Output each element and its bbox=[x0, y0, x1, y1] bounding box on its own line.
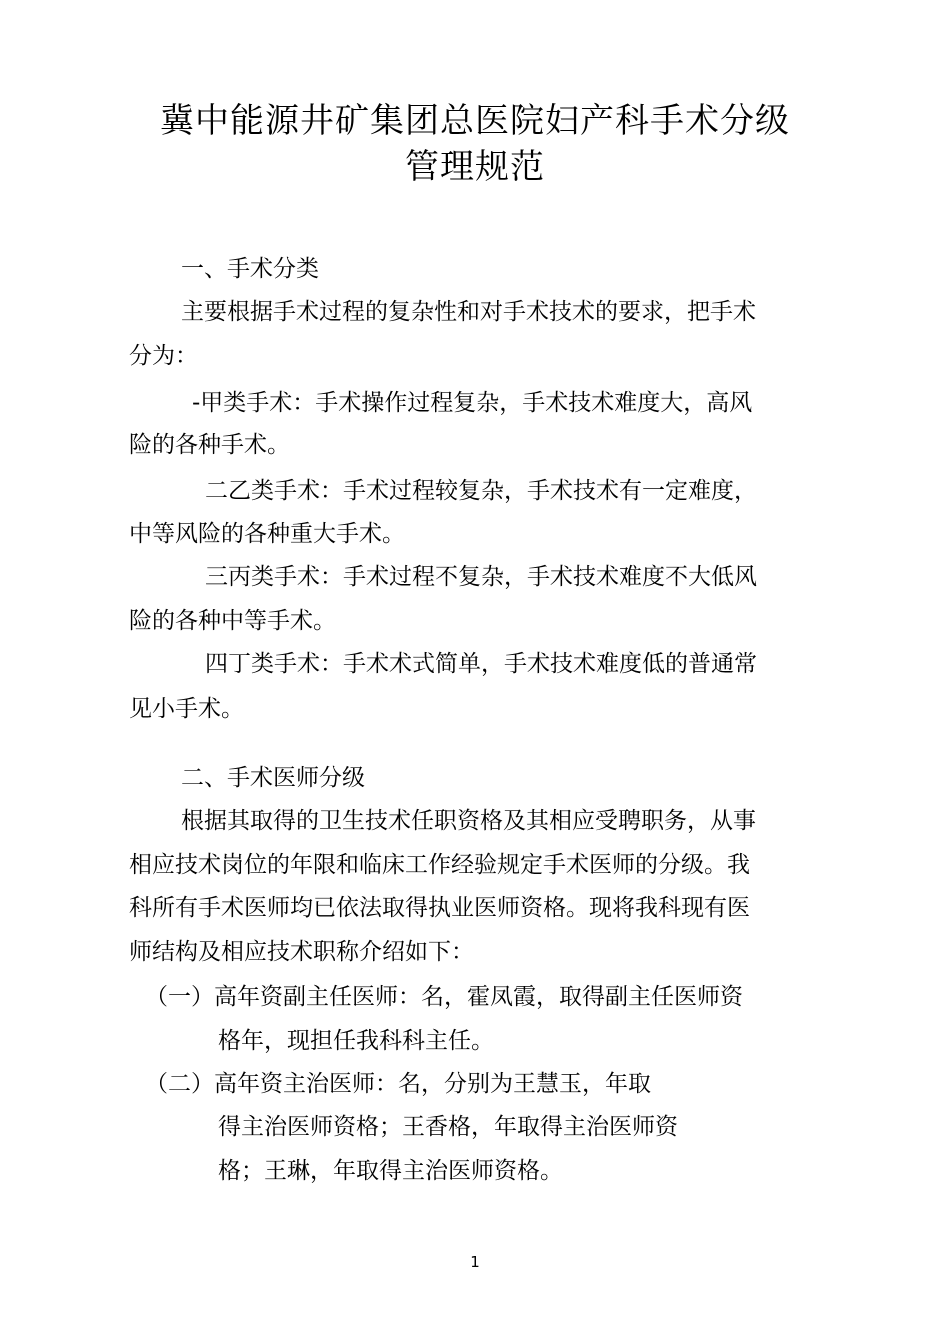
list-item-attending-physicians: （二）高年资主治医师：名，分别为王慧玉，年取 bbox=[145, 1071, 651, 1097]
paragraph-line: 险的各种手术。 bbox=[129, 432, 290, 458]
paragraph-line: 分为： bbox=[129, 343, 198, 369]
paragraph-line: 根据其取得的卫生技术任职资格及其相应受聘职务，从事 bbox=[181, 808, 756, 834]
document-title-line-2: 管理规范 bbox=[405, 147, 545, 187]
list-item-deputy-chief-physician: （一）高年资副主任医师：名，霍凤霞，取得副主任医师资 bbox=[145, 984, 743, 1010]
paragraph-line: 得主治医师资格；王香格，年取得主治医师资 bbox=[218, 1114, 678, 1140]
class-b-surgery-line: 二乙类手术：手术过程较复杂，手术技术有一定难度， bbox=[205, 478, 757, 504]
section-heading-surgery-classification: 一、手术分类 bbox=[181, 256, 319, 282]
paragraph-line: 师结构及相应技术职称介绍如下： bbox=[129, 939, 474, 965]
paragraph-line: 格年，现担任我科科主任。 bbox=[218, 1028, 494, 1054]
class-d-surgery-line: 四丁类手术：手术术式简单，手术技术难度低的普通常 bbox=[205, 651, 757, 677]
paragraph-line: 中等风险的各种重大手术。 bbox=[129, 521, 405, 547]
paragraph-line: 格；王琳，年取得主治医师资格。 bbox=[218, 1158, 563, 1184]
paragraph-line: 见小手术。 bbox=[129, 696, 244, 722]
paragraph-line: 险的各种中等手术。 bbox=[129, 608, 336, 634]
document-title-line-1: 冀中能源井矿集团总医院妇产科手术分级 bbox=[160, 101, 790, 141]
paragraph-line: 相应技术岗位的年限和临床工作经验规定手术医师的分级。我 bbox=[129, 852, 750, 878]
page-number: 1 bbox=[470, 1253, 480, 1271]
class-c-surgery-line: 三丙类手术：手术过程不复杂，手术技术难度不大低风 bbox=[205, 564, 757, 590]
section-heading-surgeon-grading: 二、手术医师分级 bbox=[181, 765, 365, 791]
class-a-surgery-line: -甲类手术：手术操作过程复杂，手术技术难度大，高风 bbox=[192, 390, 753, 416]
paragraph-line: 科所有手术医师均已依法取得执业医师资格。现将我科现有医 bbox=[129, 895, 750, 921]
paragraph-line: 主要根据手术过程的复杂性和对手术技术的要求，把手术 bbox=[181, 299, 756, 325]
